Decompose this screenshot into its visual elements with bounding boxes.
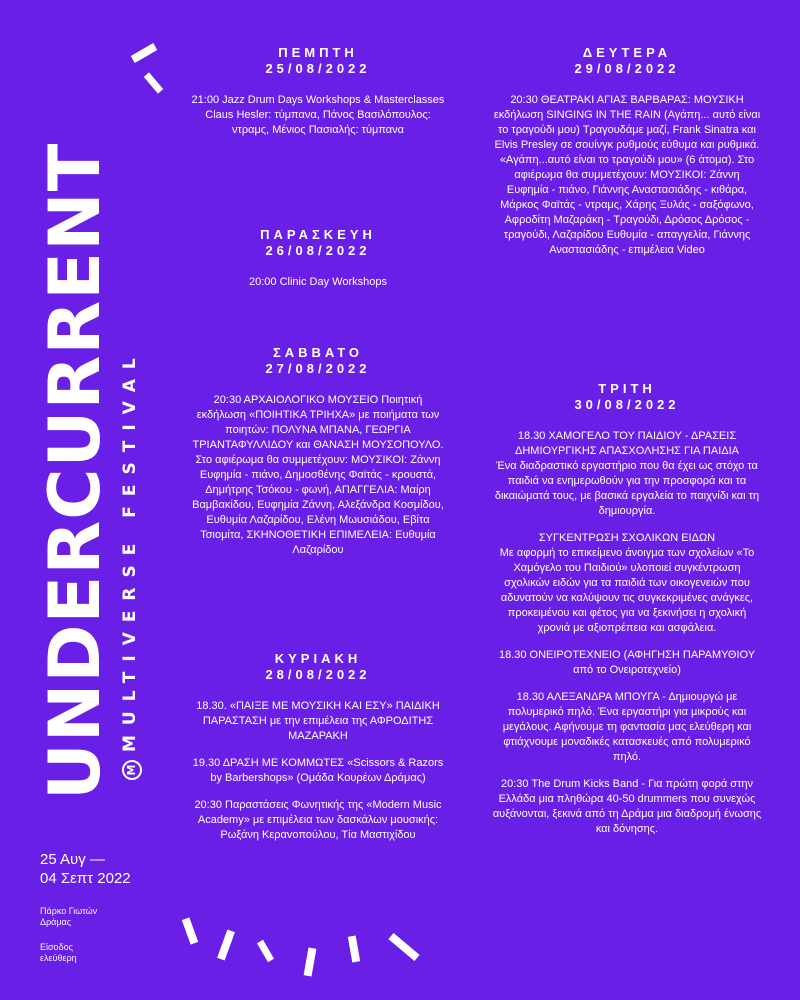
day-date: 29/08/2022 xyxy=(574,61,680,76)
event-entry: 18.30 ΑΛΕΞΑΝΔΡΑ ΜΠΟΥΓΑ - Δημιουργώ με πολυμερικό πηλό. Ένα εργαστήρι για μικρούς και μεγάλους. Αφήνουμε τη φαντασία μας ελεύθερη και φτιάχνουμε μοναδικές κατασκευές από πολυμερικό πηλό. xyxy=(502,691,752,763)
event-entry: 21:00 Jazz Drum Days Workshops & Masterclasses Claus Hesler: τύμπανα, Πάνος Βασιλόπουλος: ντραμς, Μένιος Πασιαλής: τύμπανα xyxy=(191,94,445,136)
confetti-mark xyxy=(182,917,198,944)
day-date: 26/08/2022 xyxy=(265,243,371,258)
event-entry: 20:30 ΑΡΧΑΙΟΛΟΓΙΚΟ ΜΟΥΣΕΙΟ Ποιητική εκδήλωση «ΠΟΙΗΤΙΚΑ ΤΡΙΗΧΑ» με ποιήματα των ποιητών: ΠΟΛΥΝΑ ΜΠΑΝΑ, ΓΕΩΡΓΙΑ ΤΡΙΑΝΤΑΦΥΛΛΙΔΟΥ και ΘΑΝΑΣΗ ΜΟΥΣΟΠΟΥΛΟ. Στο αφιέρωμα θα συμμετέχουν: ΜΟΥΣΙΚΟΙ: Ζάννη Ευφημία - πιάνο, Δημοσθένης Φαϊτάς - κρουστά, Δημήτρης Τσόκου - φωνή, ΑΠΑΓΓΕΛΙΑ: Μαίρη Βαμβακίδου, Ευφημία Ζάννη, Αλεξάνδρα Κοσμίδου, Ευθυμία Λαζαρίδου, Ελένη Μωυσιάδου, Εβίτα Τσιομίτα, ΣΚΗΝΟΘΕΤΙΚΗ ΕΠΙΜΕΛΕΙΑ: Ευθυμία Λαζαρίδου xyxy=(192,394,444,556)
day-date: 25/08/2022 xyxy=(265,61,371,76)
day-name: ΣΑΒΒΑΤΟ xyxy=(272,345,364,360)
day-section-thursday xyxy=(188,45,448,150)
day-name: ΠΕΜΠΤΗ xyxy=(278,45,358,60)
confetti-mark xyxy=(217,930,235,961)
day-name: ΔΕΥΤΕΡΑ xyxy=(582,45,672,60)
confetti-mark xyxy=(131,43,158,63)
event-entry: 20:30 Παραστάσεις Φωνητικής της «Modern Music Academy» με επιμέλεια των δασκάλων μουσικής: Ρωξάνη Κεραvoπούλου, Τία Μαστιχίδου xyxy=(194,799,442,841)
day-entries xyxy=(188,699,448,843)
entry-note: Είσοδος ελεύθερη xyxy=(40,942,77,963)
confetti-mark xyxy=(348,936,360,963)
day-date: 27/08/2022 xyxy=(265,361,371,376)
day-section-sunday xyxy=(188,651,448,855)
event-entry: ΣΥΓΚΕΝΤΡΩΣΗ ΣΧΟΛΙΚΩΝ ΕΙΔΩΝ Με αφορμή το επικείμενο άνοιγμα των σχολείων «Το Χαμόγελο του Παιδιού» υλοποιεί συγκέντρωση σχολικών ειδών για τα παιδιά των οικογενειών που αδυνατούν να καλύψουν τις συγκεκριμένες ανάγκες, προκειμένου και φέτος για να ξεκινήσει η σχολική χρονιά με αξιοπρέπεια και ασφάλεια. xyxy=(499,532,755,634)
day-section-friday xyxy=(188,227,448,302)
day-entries xyxy=(492,429,762,837)
logo-m-badge-icon: M xyxy=(122,760,142,780)
confetti-mark xyxy=(144,72,164,93)
day-date: 30/08/2022 xyxy=(574,397,680,412)
event-entry: 18.30 ΧΑΜΟΓΕΛΟ ΤΟΥ ΠΑΙΔΙΟΥ - ΔΡΑΣΕΙΣ ΔΗΜΙΟΥΡΓΙΚΗΣ ΑΠΑΣΧΟΛΗΣΗΣ ΓΙΑ ΠΑΙΔΙΑ Ένα διαδραστικό εργαστήριο που θα έχει ως στόχο τα παιδιά να ενημερωθούν για την προσφορά και τα δικαιώματά τους, με βασικά εργαλεία το παιχνίδι και τη δημιουργία. xyxy=(494,430,760,517)
day-entries xyxy=(188,275,448,290)
day-section-saturday xyxy=(188,345,448,570)
logo-subtitle: MULTIVERSE FESTIVAL xyxy=(120,348,140,752)
event-entry: 20:00 Clinic Day Workshops xyxy=(249,276,387,288)
event-entry: 18.30 ΟΝΕΙΡΟΤΕΧΝΕΙΟ (ΑΦΗΓΗΣΗ ΠΑΡΑΜΥΘΙΟΥ από το Ονειροτεχνείο) xyxy=(498,649,756,676)
event-entry: 19.30 ΔΡΑΣΗ ΜΕ ΚΟΜΜΩΤΕΣ «Scissors & Razors by Barbershops» (Ομάδα Κουρέων Δράμας) xyxy=(192,757,444,784)
event-entry: 20:30 The Drum Kicks Band - Για πρώτη φορά στην Ελλάδα μια πληθώρα 40-50 drummers που συνεχώς αυξάνονται, ξεκινά από τη Δράμα μια διαδρομή ένωσης και δόνησης. xyxy=(492,778,762,835)
confetti-mark xyxy=(257,940,274,963)
event-entry: 20:30 ΘΕΑΤΡΑΚΙ ΑΓΙΑΣ ΒΑΡΒΑΡΑΣ: ΜΟΥΣΙΚΗ εκδήλωση SINGING IN THE RAIN (Αγάπη... αυτό είναι το τραγούδι μου) Τραγουδάμε μαζί, Frank Sinatra και Elvis Presley σε σουίνγκ ρυθμούς εύθυμα και ρυθμικά. «Αγάπη...αυτό είναι το τραγούδι μου» (6 άτομα). Στο αφιέρωμα θα συμμετέχουν: ΜΟΥΣΙΚΟΙ: Ζάννη Ευφημία - πιάνο, Γιάννης Αναστασιάδης - κιθάρα, Μάρκος Φαϊτάς - ντραμς, Χάρης Ξυλάς - σαξόφωνο, Αφροδίτη Μαζαράκη - Τραγούδι, Δρόσος Δρόσος - τραγούδι, Λαζαρίδου Ευθυμία - απαγγελία, Γιάννης Αναστασιάδης - επιμέλεια Video xyxy=(493,94,761,256)
confetti-mark xyxy=(304,948,317,977)
festival-dates: 25 Αυγ — 04 Σεπτ 2022 xyxy=(40,851,131,887)
day-section-tuesday xyxy=(492,381,762,849)
venue-note: Πάρκο Γιωτών Δράμας xyxy=(40,906,98,927)
day-section-monday xyxy=(492,45,762,270)
logo-title: UNDERCURRENT xyxy=(34,142,116,800)
logo-subtitle-row xyxy=(120,348,142,780)
day-name: ΚΥΡΙΑΚΗ xyxy=(274,651,362,666)
day-date: 28/08/2022 xyxy=(265,667,371,682)
day-entries xyxy=(188,93,448,138)
festival-logo xyxy=(34,40,140,800)
day-name: ΠΑΡΑΣΚΕΥΗ xyxy=(260,227,376,242)
day-entries xyxy=(492,93,762,258)
event-entry: 18.30. «ΠΑΙΞΕ ΜΕ ΜΟΥΣΙΚΗ ΚΑΙ ΕΣΥ» ΠΑΙΔΙΚΗ ΠΑΡΑΣΤΑΣΗ με την επιμέλεια της ΑΦΡΟΔΙΤΗΣ ΜΑΖΑΡΑΚΗ xyxy=(196,700,440,742)
day-name: ΤΡΙΤΗ xyxy=(598,381,656,396)
day-entries xyxy=(188,393,448,558)
confetti-mark xyxy=(388,933,419,961)
